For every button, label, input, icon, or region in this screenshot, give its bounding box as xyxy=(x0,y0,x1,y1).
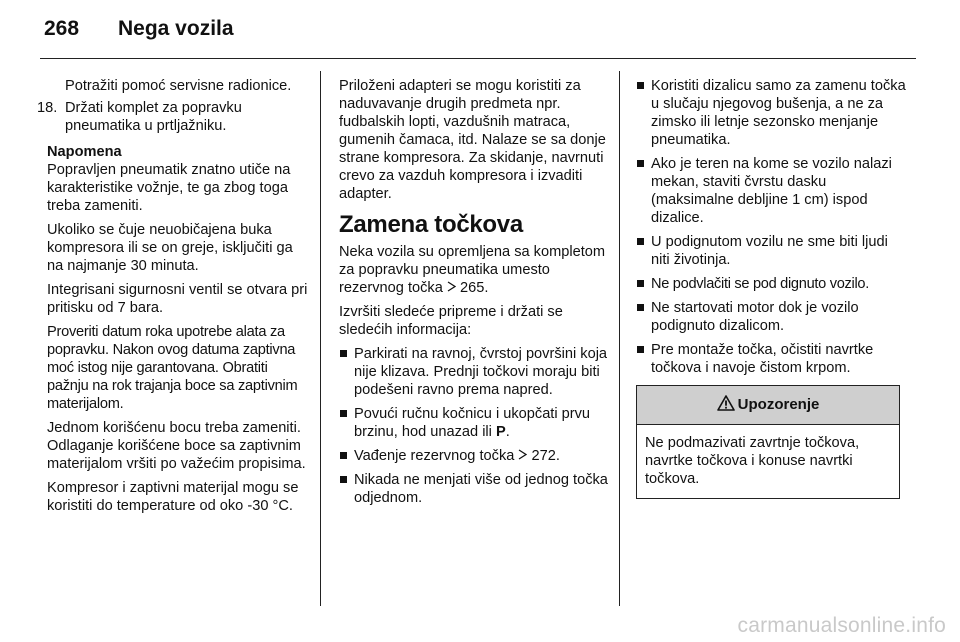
watermark: carmanualsonline.info xyxy=(737,614,946,637)
warning-header xyxy=(637,386,899,425)
list-item: Povući ručnu kočnicu i ukopčati prvu brzinu, hod unazad ili P. xyxy=(339,405,609,441)
item-number: 18. xyxy=(37,100,58,116)
prep-paragraph: Izvršiti sledeće pripreme i držati se sledećih informacija: xyxy=(339,304,563,338)
list-item: Vađenje rezervnog točka 272. xyxy=(339,447,609,465)
column-divider xyxy=(320,71,321,606)
page-number: 268 xyxy=(44,17,80,40)
list-item: Pre montaže točka, očistiti navrtke točkova i navoje čistom krpom. xyxy=(636,341,908,377)
note-title: Napomena xyxy=(47,144,122,160)
warning-box xyxy=(636,385,900,499)
page-ref-icon[interactable] xyxy=(447,280,456,295)
bullet-square-icon xyxy=(637,82,644,89)
item-text: Držati komplet za popravku pneumatika u prtljažniku. xyxy=(65,100,242,134)
page-ref-link[interactable]: 272. xyxy=(531,448,560,464)
header-rule xyxy=(40,58,916,59)
list-item: U podignutom vozilu ne sme biti ljudi niti životinja. xyxy=(636,233,908,269)
note-paragraph: Jednom korišćenu bocu treba zameniti. Odlaganje korišćene boce sa zaptivnim materijalom vršiti po važećim propisima. xyxy=(47,420,306,472)
note-paragraph: Integrisani sigurnosni ventil se otvara pri pritisku od 7 bara. xyxy=(47,282,308,316)
warning-title: Upozorenje xyxy=(737,396,820,413)
list-item: Ne podvlačiti se pod dignuto vozilo. xyxy=(636,275,908,293)
bullet-square-icon xyxy=(340,350,347,357)
section-heading: Zamena točkova xyxy=(339,211,523,238)
bullet-square-icon xyxy=(340,452,347,459)
note-paragraph: Popravljen pneumatik znatno utiče na karakteristike vožnje, te ga zbog toga treba zameniti. xyxy=(47,162,291,214)
page-header xyxy=(0,0,960,58)
adapter-paragraph: Priloženi adapteri se mogu koristiti za naduvavanje drugih predmeta npr. fudbalskih lopti, vazdušnih matraca, gumenih čamaca, itd. Nalaze se sa donje strane kompresora. Za skidanje, navrnuti crevo za vazduh kompresora i izvaditi adapter. xyxy=(339,78,606,202)
note-paragraph: Ukoliko se čuje neuobičajena buka kompresora ili se on greje, isključiti ga na najmanje 30 minuta. xyxy=(47,222,293,274)
column-2 xyxy=(339,77,609,513)
bullet-square-icon xyxy=(340,410,347,417)
warning-text: Ne podmazivati zavrtnje točkova, navrtke točkova i konuse navrtki točkova. xyxy=(645,435,860,487)
list-item: Koristiti dizalicu samo za zamenu točka u slučaju njegovog bušenja, a ne za zimsko ili letnje sezonsko menjanje pneumatika. xyxy=(636,77,908,149)
column-divider xyxy=(619,71,620,606)
bullet-square-icon xyxy=(637,304,644,311)
list-continuation: Potražiti pomoć servisne radionice. xyxy=(65,78,292,94)
bullet-square-icon xyxy=(637,160,644,167)
chapter-title: Nega vozila xyxy=(118,17,234,40)
bullet-square-icon xyxy=(637,280,644,287)
bullet-square-icon xyxy=(637,346,644,353)
list-item: Ne startovati motor dok je vozilo podignuto dizalicom. xyxy=(636,299,908,335)
warning-triangle-icon xyxy=(717,395,738,416)
page-ref-link[interactable]: 265. xyxy=(459,280,489,296)
note-paragraph: Proveriti datum roka upotrebe alata za popravku. Nakon ovog datuma zaptivna moć istog nije garantovana. Obratiti pažnju na rok trajanja boce sa zaptivnim materijalom. xyxy=(47,324,298,412)
list-item: Ako je teren na kome se vozilo nalazi mekan, staviti čvrstu dasku (maksimalne debljine 1 cm) ispod dizalice. xyxy=(636,155,908,227)
list-item: Parkirati na ravnoj, čvrstoj površini koja nije klizava. Prednji točkovi moraju biti podešeni ravno prema napred. xyxy=(339,345,609,399)
intro-paragraph: Neka vozila su opremljena sa kompletom za popravku pneumatika umesto rezervnog točka 265. xyxy=(339,244,606,296)
note-paragraph: Kompresor i zaptivni materijal mogu se koristiti do temperature od oko -30 °C. xyxy=(47,480,299,514)
numbered-item-18 xyxy=(37,99,309,135)
list-item: Nikada ne menjati više od jednog točka odjednom. xyxy=(339,471,609,507)
column-3 xyxy=(636,77,908,499)
page-ref-icon[interactable] xyxy=(518,448,527,463)
bullet-square-icon xyxy=(340,476,347,483)
column-1 xyxy=(37,77,309,521)
bullet-square-icon xyxy=(637,238,644,245)
